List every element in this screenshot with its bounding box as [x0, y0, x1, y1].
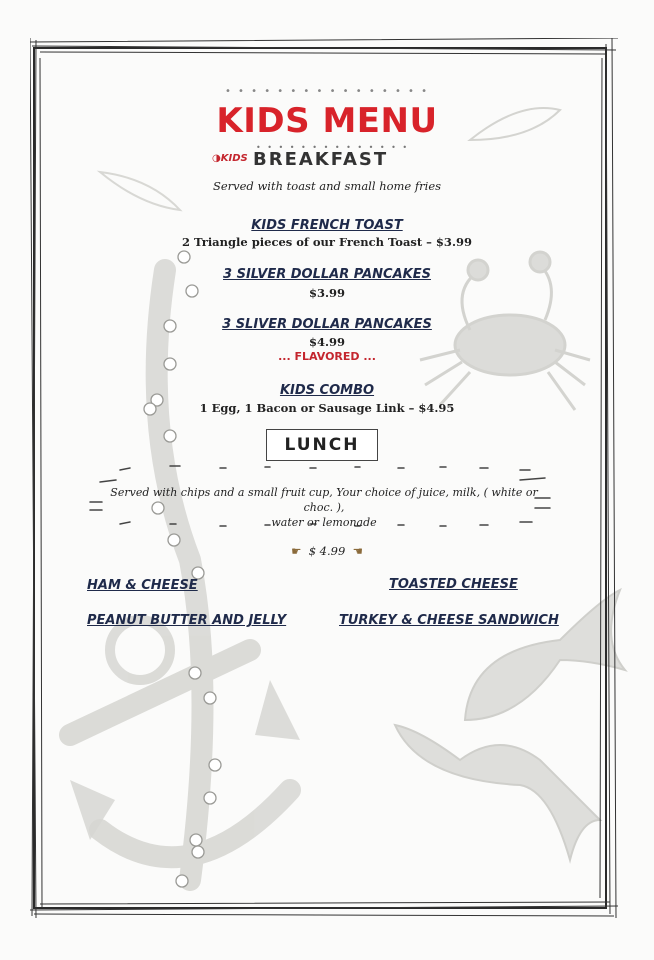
- pointing-hand-icon: ☛: [291, 544, 302, 558]
- lunch-price-value: $ 4.99: [308, 544, 346, 558]
- menu-item-desc: 2 Triangle pieces of our French Toast – $3.99: [182, 235, 472, 249]
- crab-icon: ◑: [212, 153, 221, 164]
- decorative-dots: • • • • • • • • • • • • • • • •: [224, 86, 430, 97]
- section-title-lunch: LUNCH: [266, 429, 378, 461]
- section-title-breakfast: BREAKFAST: [253, 149, 389, 170]
- decorative-dots: • • • • • • • • • • • • • •: [256, 143, 410, 152]
- menu-item-desc: 1 Egg, 1 Bacon or Sausage Link – $4.95: [199, 401, 455, 415]
- lunch-item: HAM & CHEESE: [87, 578, 198, 593]
- lunch-item: TOASTED CHEESE: [389, 577, 518, 592]
- menu-item-name: 3 SILVER DOLLAR PANCAKES: [223, 267, 431, 282]
- page-title: KIDS MENU: [216, 101, 438, 141]
- menu-item-name: KIDS COMBO: [279, 383, 375, 398]
- lunch-price: [0, 544, 654, 558]
- pointing-hand-icon: ☚: [352, 544, 363, 558]
- lunch-note-line: Served with chips and a small fruit cup, Your choice of juice, milk, ( white or choc. ),: [110, 486, 538, 514]
- lunch-note: [96, 485, 552, 530]
- menu-item-name: 3 SLIVER DOLLAR PANCAKES: [222, 317, 432, 332]
- lunch-item: PEANUT BUTTER AND JELLY: [87, 613, 287, 628]
- lunch-note-line: water or lemonade: [271, 516, 377, 529]
- breakfast-subtitle: Served with toast and small home fries: [212, 179, 442, 193]
- flavored-note: ... FLAVORED ...: [278, 350, 376, 363]
- kids-logo-text: KIDS: [220, 153, 248, 164]
- menu-item-desc: $3.99: [308, 286, 345, 300]
- lunch-item: TURKEY & CHEESE SANDWICH: [339, 613, 559, 628]
- menu-item-desc: $4.99: [308, 335, 345, 349]
- menu-item-name: KIDS FRENCH TOAST: [251, 218, 403, 233]
- kids-logo: [212, 153, 248, 164]
